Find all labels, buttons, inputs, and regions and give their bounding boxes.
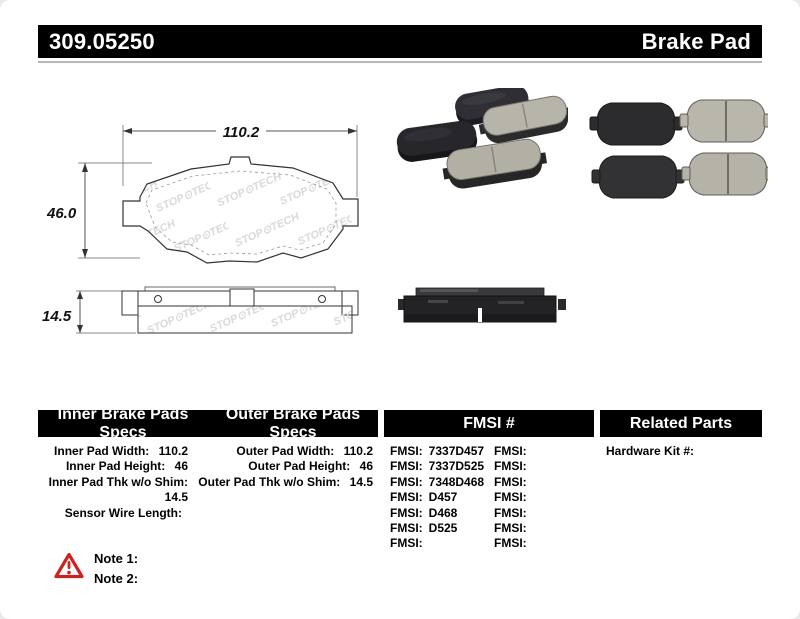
- fmsi-row: [390, 536, 494, 551]
- product-photo-side: [398, 284, 568, 336]
- related-parts-header: Related Parts: [629, 414, 733, 432]
- spec-row: [196, 475, 373, 490]
- height-dimension-label: 46.0: [47, 205, 77, 222]
- ceramic-pad-photo: [680, 100, 768, 142]
- fmsi-row: [494, 444, 594, 459]
- table-header-fmsi: [384, 410, 594, 437]
- warning-icon: [54, 552, 84, 579]
- fmsi-label: FMSI:: [390, 521, 423, 536]
- spec-label: Inner Pad Height:: [65, 459, 166, 474]
- pad-side-view: [122, 287, 358, 333]
- fmsi-label: FMSI:: [494, 521, 527, 536]
- thickness-dimension-label: 14.5: [42, 308, 72, 325]
- spec-row: [38, 444, 188, 459]
- fmsi-row: [390, 506, 494, 521]
- spec-row: [196, 444, 373, 459]
- spec-label: Inner Pad Width:: [54, 444, 150, 458]
- spec-value: 14.5: [349, 474, 373, 489]
- fmsi-row: [390, 521, 494, 536]
- spec-value: 14.5: [164, 490, 188, 505]
- fmsi-column-left: [390, 444, 494, 552]
- fmsi-value: D457: [428, 490, 458, 505]
- header-underline: [38, 61, 762, 63]
- technical-drawing: [40, 95, 380, 345]
- fmsi-label: FMSI:: [494, 536, 527, 551]
- fmsi-row: [390, 490, 494, 505]
- spec-row: [38, 459, 188, 474]
- spec-value: 110.2: [158, 444, 188, 458]
- note-2: Note 2:: [94, 571, 139, 586]
- table-header-specs: [38, 405, 378, 441]
- table-header-related: [600, 410, 762, 437]
- fmsi-label: FMSI:: [494, 490, 527, 505]
- fmsi-label: FMSI:: [390, 444, 423, 458]
- related-part-label: Hardware Kit #:: [606, 444, 695, 458]
- spec-row: [38, 475, 188, 506]
- outer-specs-column: [196, 444, 373, 490]
- spec-label: Sensor Wire Length:: [64, 505, 182, 520]
- fmsi-row: [390, 459, 494, 474]
- fmsi-label: FMSI:: [390, 536, 423, 551]
- fmsi-label: FMSI:: [494, 474, 527, 489]
- header-bar: [38, 25, 762, 58]
- spec-row: [196, 459, 373, 474]
- product-photo-perspective: [393, 88, 568, 208]
- fmsi-label: FMSI:: [494, 459, 527, 474]
- spec-value: 46: [359, 459, 373, 474]
- fmsi-row: [390, 444, 494, 459]
- inner-specs-column: [38, 444, 188, 521]
- fmsi-row: [494, 459, 594, 474]
- fmsi-label: FMSI:: [390, 505, 423, 520]
- spec-value: 110.2: [343, 444, 373, 458]
- width-dimension-label: 110.2: [222, 124, 260, 141]
- note-1: Note 1:: [94, 551, 139, 566]
- fmsi-header: FMSI #: [463, 414, 515, 432]
- outer-specs-header: Outer Brake Pads Specs: [225, 405, 361, 441]
- fmsi-row: [494, 490, 594, 505]
- spec-label: Inner Pad Thk w/o Shim:: [48, 474, 188, 489]
- black-pad-photo: [590, 103, 682, 145]
- fmsi-row: [390, 475, 494, 490]
- fmsi-row: [494, 506, 594, 521]
- inner-specs-header: Inner Brake Pads Specs: [57, 405, 189, 441]
- spec-label: Outer Pad Width:: [236, 444, 335, 458]
- fmsi-row: [494, 521, 594, 536]
- pad-top-view: [123, 157, 358, 263]
- part-number: 309.05250: [49, 28, 155, 54]
- fmsi-label: FMSI:: [390, 490, 423, 505]
- fmsi-value: 7348D468: [428, 474, 485, 489]
- spec-row: [38, 506, 188, 521]
- fmsi-value: D525: [428, 521, 458, 536]
- product-photo-flat: [583, 83, 768, 208]
- fmsi-row: [494, 475, 594, 490]
- fmsi-column-right: [494, 444, 594, 552]
- fmsi-label: FMSI:: [390, 459, 423, 474]
- fmsi-label: FMSI:: [390, 474, 423, 489]
- fmsi-row: [494, 536, 594, 551]
- spec-value: 46: [174, 459, 188, 474]
- ceramic-pad-photo: [682, 153, 768, 195]
- related-parts-column: [606, 444, 764, 459]
- product-type-title: Brake Pad: [641, 28, 751, 54]
- fmsi-value: 7337D525: [428, 459, 485, 474]
- spec-label: Outer Pad Height:: [248, 459, 351, 474]
- black-pad-photo: [592, 156, 684, 198]
- fmsi-value: D468: [428, 505, 458, 520]
- related-part-row: [606, 444, 764, 459]
- fmsi-value: 7337D457: [428, 444, 485, 458]
- spec-label: Outer Pad Thk w/o Shim:: [198, 474, 341, 489]
- fmsi-label: FMSI:: [494, 444, 527, 458]
- fmsi-label: FMSI:: [494, 505, 527, 520]
